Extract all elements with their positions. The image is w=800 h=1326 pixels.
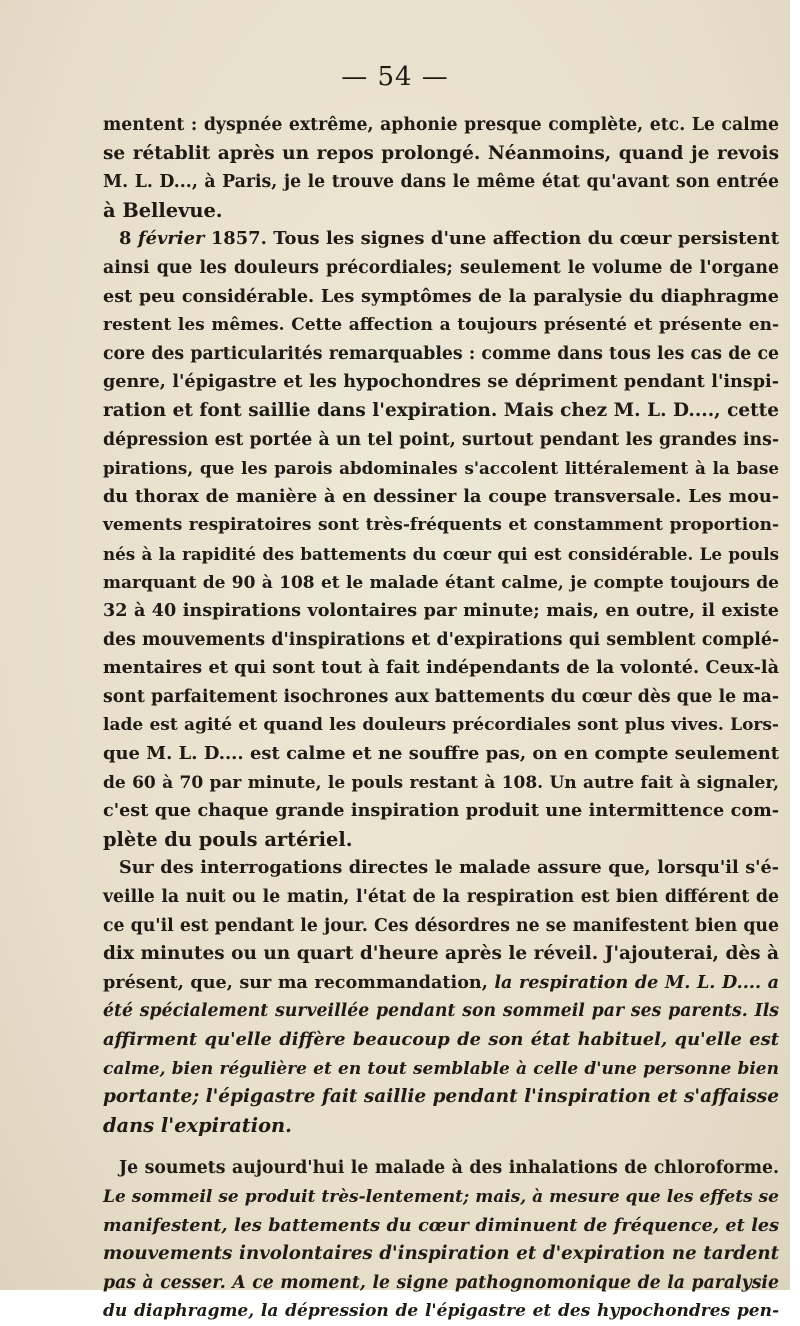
- text-segment: dix minutes ou un quart d'heure après le réveil. J'ajouterai, dès à: [103, 943, 779, 965]
- text-line: [103, 883, 779, 912]
- text-line: [103, 711, 779, 740]
- text-line: [103, 483, 779, 512]
- text-line: [103, 769, 779, 798]
- text-segment: mentaires et qui sont tout à fait indépendants de la volonté. Ceux-là: [103, 657, 779, 679]
- text-line: [103, 311, 779, 340]
- text-segment: core des particularités remarquables : comme dans tous les cas de ce: [103, 343, 779, 364]
- text-segment: présent, que, sur ma recommandation,: [103, 971, 495, 993]
- text-segment: 32 à 40 inspirations volontaires par minute; mais, en outre, il existe: [103, 600, 779, 622]
- text-line: [103, 569, 779, 598]
- text-segment: marquant de 90 à 108 et le malade étant calme, je compte toujours de: [103, 572, 779, 593]
- text-segment: ration et font saillie dans l'expiration. Mais chez M. L. D...., cette: [103, 399, 779, 421]
- text-segment: du thorax de manière à en dessiner la coupe transversale. Les mou-: [103, 485, 779, 507]
- text-line: [103, 683, 779, 712]
- text-line: [103, 1026, 779, 1055]
- text-segment: mentent : dyspnée extrême, aphonie presque complète, etc. Le calme: [103, 115, 779, 135]
- text-line: [103, 1083, 779, 1112]
- text-line: [103, 540, 779, 569]
- italic-text-segment: mouvements involontaires d'inspiration et d'expiration ne tardent: [103, 1243, 779, 1265]
- italic-text-segment: manifestent, les battements du cœur diminuent de fréquence, et les: [103, 1214, 779, 1236]
- italic-text-segment: février: [137, 228, 205, 250]
- text-segment: à Bellevue.: [103, 198, 223, 222]
- italic-text-segment: affirment qu'elle diffère beaucoup de son état habituel, qu'elle est: [103, 1029, 779, 1050]
- italic-text-segment: portante; l'épigastre fait saillie pendant l'inspiration et s'affaisse: [103, 1086, 779, 1108]
- text-line: [103, 340, 779, 369]
- text-line: [103, 740, 779, 769]
- text-segment: dépression est portée à un tel point, surtout pendant les grandes ins-: [103, 429, 779, 450]
- page-edge: [790, 0, 800, 1290]
- text-line: [103, 826, 779, 855]
- text-line: [103, 912, 779, 941]
- text-line: [103, 1154, 779, 1183]
- page-number: — 54 —: [341, 62, 449, 92]
- text-line: [103, 1212, 779, 1241]
- text-segment: vements respiratoires sont très-fréquents et constamment proportion-: [103, 515, 779, 536]
- text-segment: se rétablit après un repos prolongé. Néanmoins, quand je revois: [103, 142, 779, 164]
- text-segment: restent les mêmes. Cette affection a toujours présenté et présente en-: [103, 315, 779, 336]
- text-segment: que M. L. D.... est calme et ne souffre pas, on en compte seulement: [103, 743, 779, 765]
- text-line: [103, 854, 779, 883]
- text-segment: ainsi que les douleurs précordiales; seulement le volume de l'organe: [103, 257, 779, 278]
- text-line: [103, 1112, 779, 1141]
- text-line: [103, 283, 779, 312]
- text-segment: M. L. D..., à Paris, je le trouve dans le même état qu'avant son entrée: [103, 172, 779, 193]
- text-line: [103, 140, 779, 169]
- text-segment: veille la nuit ou le matin, l'état de la respiration est bien différent de: [103, 887, 779, 908]
- italic-text-segment: été spécialement surveillée pendant son sommeil par ses parents. Ils: [103, 1001, 779, 1022]
- text-segment: nés à la rapidité des battements du cœur qui est considérable. Le pouls: [103, 543, 779, 564]
- text-segment: est peu considérable. Les symptômes de la paralysie du diaphragme: [103, 285, 779, 307]
- text-line: [103, 426, 779, 455]
- paragraph-gap: [103, 1140, 779, 1154]
- text-line: [103, 111, 779, 140]
- text-line: [103, 997, 779, 1026]
- text-line: [103, 1297, 779, 1326]
- italic-text-segment: calme, bien régulière et en tout semblable à celle d'une personne bien: [103, 1058, 779, 1079]
- text-line: [103, 597, 779, 626]
- italic-text-segment: du diaphragme, la dépression de l'épigastre et des hypochondres pen-: [103, 1301, 779, 1322]
- text-segment: c'est que chaque grande inspiration produit une intermittence com-: [103, 800, 779, 822]
- text-line: [103, 368, 779, 397]
- text-line: [103, 397, 779, 426]
- italic-text-segment: dans l'expiration.: [103, 1113, 292, 1137]
- text-segment: sont parfaitement isochrones aux battements du cœur dès que le ma-: [103, 686, 779, 707]
- text-line: [103, 797, 779, 826]
- text-line: [103, 454, 779, 483]
- text-segment: 8: [119, 228, 138, 250]
- text-segment: plète du pouls artériel.: [103, 827, 353, 851]
- text-segment: pirations, que les parois abdominales s'accolent littéralement à la base: [103, 458, 779, 479]
- text-segment: Je soumets aujourd'hui le malade à des inhalations de chloroforme.: [119, 1158, 779, 1179]
- text-segment: Sur des interrogations directes le malade assure que, lorsqu'il s'é-: [119, 857, 779, 879]
- text-line: [103, 969, 779, 998]
- text-line: [103, 168, 779, 197]
- italic-text-segment: la respiration de M. L. D.... a: [494, 971, 779, 993]
- italic-text-segment: pas à cesser. A ce moment, le signe pathognomonique de la paralysie: [103, 1272, 779, 1293]
- text-segment: genre, l'épigastre et les hypochondres se dépriment pendant l'inspi-: [103, 371, 779, 393]
- body-text: [103, 111, 779, 1326]
- text-line: [103, 225, 779, 254]
- text-segment: 1857. Tous les signes d'une affection du cœur persistent: [204, 228, 779, 250]
- text-segment: des mouvements d'inspirations et d'expirations qui semblent complé-: [103, 629, 779, 650]
- text-segment: lade est agité et quand les douleurs précordiales sont plus vives. Lors-: [103, 715, 779, 736]
- text-line: [103, 626, 779, 655]
- text-line: [103, 1269, 779, 1298]
- text-line: [103, 254, 779, 283]
- text-segment: ce qu'il est pendant le jour. Ces désordres ne se manifestent bien que: [103, 915, 779, 936]
- text-segment: de 60 à 70 par minute, le pouls restant à 108. Un autre fait à signaler,: [103, 772, 779, 793]
- italic-text-segment: Le sommeil se produit très-lentement; mais, à mesure que les effets se: [103, 1186, 779, 1207]
- text-line: [103, 1055, 779, 1084]
- text-line: [103, 1183, 779, 1212]
- text-line: [103, 1240, 779, 1269]
- text-line: [103, 197, 779, 226]
- text-line: [103, 654, 779, 683]
- text-line: [103, 511, 779, 540]
- text-line: [103, 940, 779, 969]
